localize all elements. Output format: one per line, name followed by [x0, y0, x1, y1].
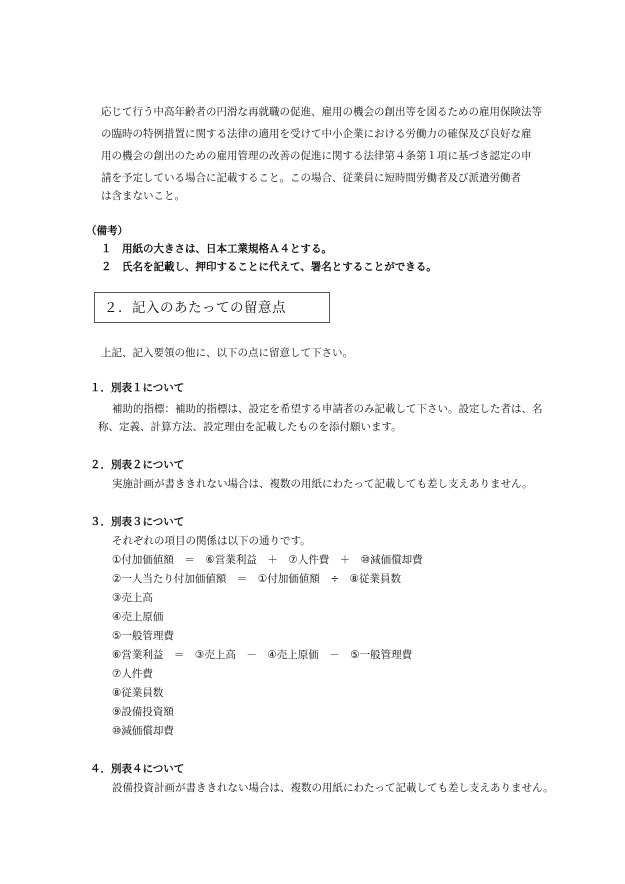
list-item: ⑦人件費: [112, 668, 153, 680]
item-line: それぞれの項目の関係は以下の通りです。: [112, 535, 311, 547]
item-line: 設備投資計画が書ききれない場合は、複数の用紙にわたって記載しても差し支えありません。: [112, 782, 554, 794]
list-item: ④売上原価: [112, 611, 164, 623]
intro-line: の臨時の特例措置に関する法律の適用を受けて中小企業における労働力の確保及び良好な雇: [101, 128, 532, 140]
item-line: 実施計画が書ききれない場合は、複数の用紙にわたって記載しても差し支えありません。: [112, 478, 533, 490]
list-item: ⑨設備投資額: [112, 706, 174, 718]
item-line: 補助的指標：補助的指標は、設定を希望する申請者のみ記載して下さい。設定した者は、名: [112, 403, 543, 415]
list-item: ③売上高: [112, 592, 153, 604]
section-title: ２．記入のあたっての留意点: [104, 300, 286, 316]
remarks-heading: （備考）: [86, 225, 128, 237]
formula-line: ①付加価値額 ＝ ⑥営業利益 ＋ ⑦人件費 ＋ ⑩減価償却費: [112, 554, 423, 566]
intro-line: 応じて行う中高年齢者の円滑な再就職の促進、雇用の機会の創出等を図るための雇用保険法等: [101, 106, 542, 118]
item-line: 称、定義、計算方法、設定理由を記載したものを添付願います。: [98, 421, 402, 433]
list-item: ⑩減価償却費: [112, 725, 174, 737]
list-item: ⑤一般管理費: [112, 630, 174, 642]
intro-line: は含まないこと。: [101, 190, 185, 202]
remarks-item: ２ 氏名を記載し、押印することに代えて、署名とすることができる。: [101, 261, 437, 273]
formula-line: ②一人当たり付加価値額 ＝ ①付加価値額 ÷ ⑧従業員数: [112, 573, 402, 585]
item-heading: ３．別表３について: [90, 516, 185, 528]
item-heading: １．別表１について: [90, 382, 185, 394]
item-heading: ４．別表４について: [90, 763, 185, 775]
item-heading: ２．別表２について: [90, 459, 185, 471]
remarks-item: １ 用紙の大きさは、日本工業規格Ａ４とする。: [101, 243, 332, 255]
section-lead: 上記、記入要領の他に、以下の点に留意して下さい。: [101, 347, 353, 359]
formula-line: ⑥営業利益 ＝ ③売上高 － ④売上原価 － ⑤一般管理費: [112, 649, 413, 661]
section-title-box: [94, 292, 330, 323]
intro-line: 用の機会の創出のための雇用管理の改善の促進に関する法律第４条第１項に基づき認定の申: [101, 150, 532, 162]
intro-line: 請を予定している場合に記載すること。この場合、従業員に短時間労働者及び派遣労働者: [101, 172, 521, 184]
list-item: ⑧従業員数: [112, 687, 164, 699]
